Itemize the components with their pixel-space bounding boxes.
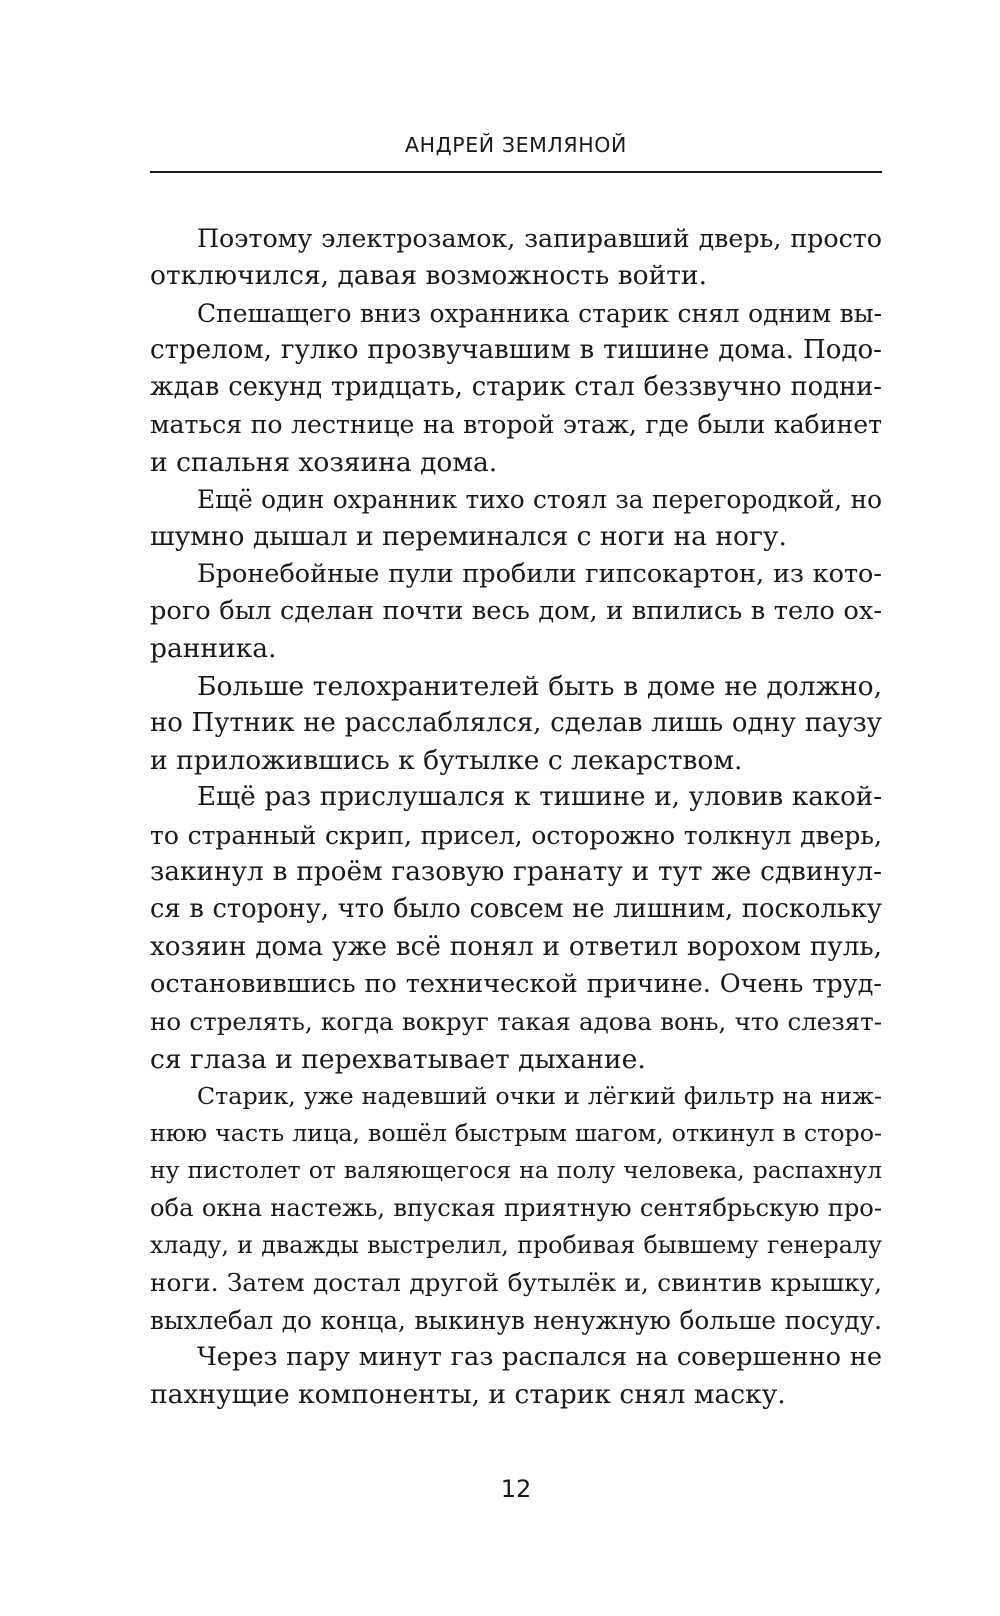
text-line: маться по лестнице на второй этаж, где были кабинет: [150, 410, 882, 440]
body-text: [150, 220, 882, 1414]
text-line: ну пистолет от валяющегося на полу человека, распахнул: [150, 1156, 882, 1185]
page-number: 12: [500, 1475, 532, 1503]
text-line: хозяин дома уже всё понял и ответил ворохом пуль,: [150, 931, 882, 962]
text-line: Больше телохранителей быть в доме не должно,: [197, 670, 882, 702]
text-line: рого был сделан почти весь дом, и впились в тело ох-: [150, 595, 882, 626]
running-head-author: АНДРЕЙ ЗЕМЛЯНОЙ: [405, 133, 627, 157]
text-line: но Путник не расслаблялся, сделав лишь одну паузу: [150, 707, 882, 738]
text-line: и спальня хозяина дома.: [150, 446, 498, 478]
text-line: нюю часть лица, вошёл быстрым шагом, откинул в сторо-: [150, 1119, 882, 1148]
text-line: оба окна настежь, впуская приятную сентябрьскую про-: [150, 1193, 882, 1222]
text-line: Через пару минут газ распался на совершенно не: [197, 1341, 882, 1372]
text-line: Поэтому электрозамок, запиравший дверь, просто: [197, 224, 882, 253]
text-line: Ещё один охранник тихо стоял за перегородкой, но: [197, 485, 882, 515]
text-line: закинул в проём газовую гранату и тут же сдвинул-: [150, 857, 882, 888]
text-line: то странный скрип, присел, осторожно толкнул дверь,: [150, 820, 882, 850]
text-line: ся глаза и перехватывает дыхание.: [150, 1043, 646, 1075]
text-line: и приложившись к бутылке с лекарством.: [150, 745, 743, 777]
text-line: Спешащего вниз охранника старик снял одним вы-: [197, 298, 882, 328]
text-line: пахнущие компоненты, и старик снял маску.: [150, 1379, 786, 1411]
text-line: шумно дышал и переминался с ноги на ногу.: [150, 521, 787, 553]
text-line: остановившись по технической причине. Очень труд-: [150, 968, 882, 999]
text-line: стрелом, гулко прозвучавшим в тишине дома. Подо-: [150, 334, 882, 365]
header-rule: [150, 171, 882, 173]
text-line: выхлебал до конца, выкинув ненужную больше посуду.: [150, 1305, 882, 1335]
text-line: ноги. Затем достал другой бутылёк и, свинтив крышку,: [150, 1268, 882, 1298]
text-line: отключился, давая возможность войти.: [150, 260, 708, 292]
text-line: ранника.: [150, 633, 277, 665]
text-line: Ещё раз прислушался к тишине и, уловив какой-: [197, 782, 882, 813]
text-line: ся в сторону, что было совсем не лишним, поскольку: [150, 894, 882, 925]
text-line: хладу, и дважды выстрелил, пробивая бывшему генералу: [150, 1231, 882, 1260]
text-line: Старик, уже надевший очки и лёгкий фильтр на ниж-: [197, 1081, 882, 1110]
text-line: ждав секунд тридцать, старик стал беззвучно подни-: [150, 372, 882, 403]
text-line: Бронебойные пули пробили гипсокартон, из кото-: [197, 558, 882, 589]
text-line: но стрелять, когда вокруг такая адова вонь, что слезят-: [150, 1007, 882, 1037]
